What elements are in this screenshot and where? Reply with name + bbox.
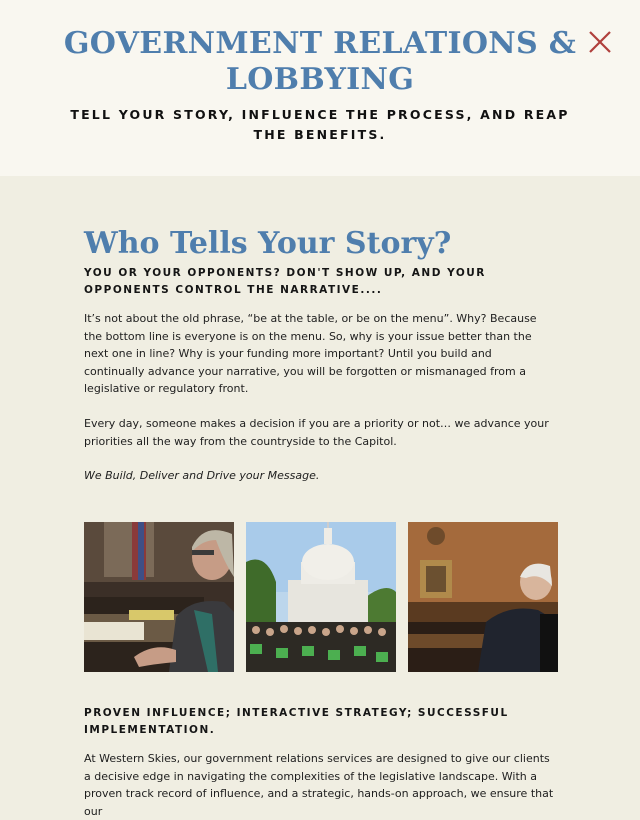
section2-paragraph: At Western Skies, our government relations services are designed to give our clients a decisive edge in navigating the complexities of the legislative landscape. With a proven track record of influence, and a strategic, hands-on approach, we ensure that our — [84, 752, 554, 818]
page-header — [0, 0, 640, 176]
section-title: Who Tells Your Story? — [84, 226, 452, 261]
close-button[interactable] — [586, 28, 614, 56]
photo-capitol-rally — [246, 522, 396, 672]
page-title: GOVERNMENT RELATIONS & LOBBYING — [63, 26, 577, 97]
photo-committee-room — [408, 522, 558, 672]
paragraph-2: Every day, someone makes a decision if you are a priority or not… we advance your priorities all the way from the countryside to the Capitol. — [84, 417, 549, 448]
paragraph-1: It’s not about the old phrase, “be at the table, or be on the menu”. Why? Because the bottom line is everyone is on the menu. So, why is your issue better than the next one in line? Why is your funding more important? Until you build and continually advance your narrative, you will be forgotten or mismanaged from a legislative or regulatory front. — [84, 312, 537, 395]
page-subtitle: TELL YOUR STORY, INFLUENCE THE PROCESS, AND REAP THE BENEFITS. — [70, 107, 570, 142]
photo-speaker-at-hearing — [84, 522, 234, 672]
close-icon — [586, 28, 614, 56]
tagline: We Build, Deliver and Drive your Message. — [84, 469, 320, 482]
section2-kicker: PROVEN INFLUENCE; INTERACTIVE STRATEGY; SUCCESSFUL IMPLEMENTATION. — [84, 707, 509, 736]
section-kicker: YOU OR YOUR OPPONENTS? DON'T SHOW UP, AND YOUR OPPONENTS CONTROL THE NARRATIVE.... — [84, 267, 486, 296]
